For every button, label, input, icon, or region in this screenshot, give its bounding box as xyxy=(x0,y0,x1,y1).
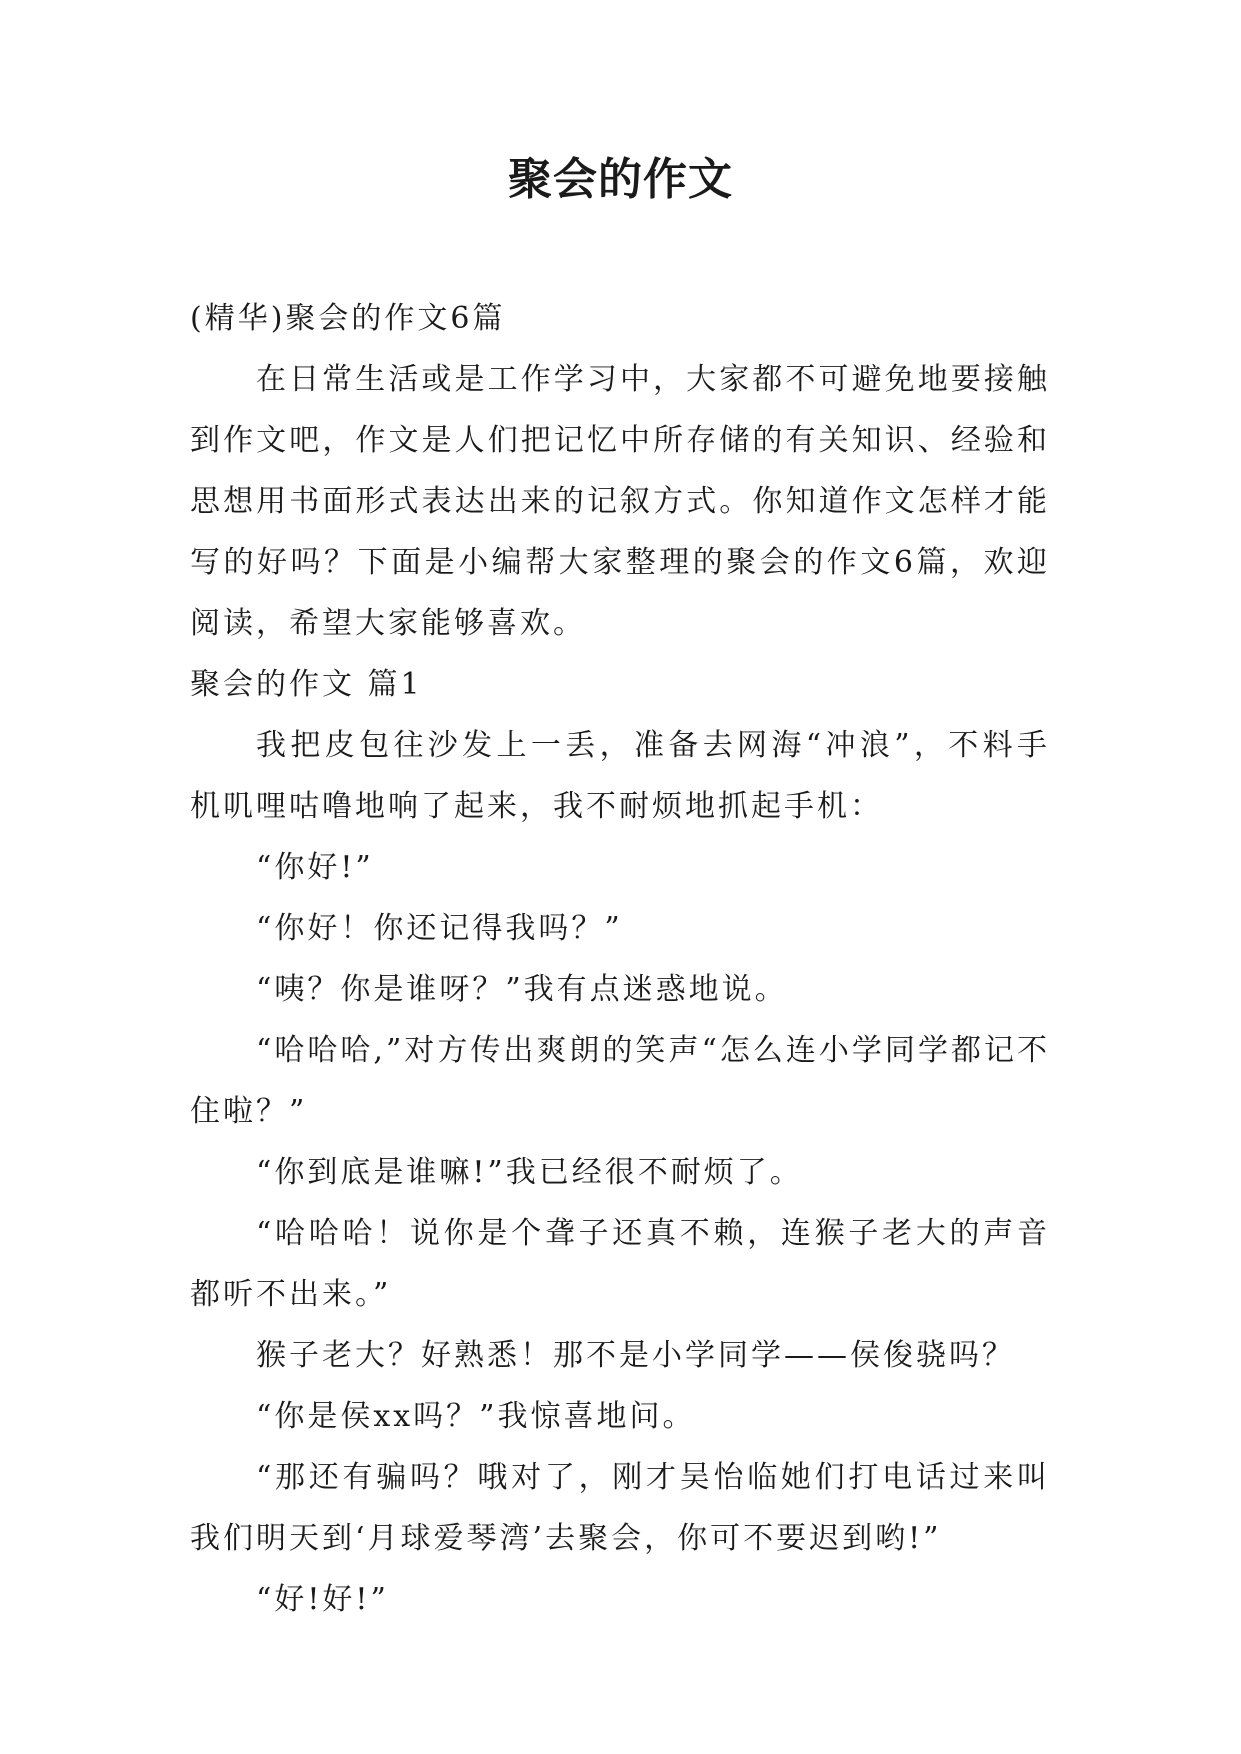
body-paragraph: 猴子老大？好熟悉！那不是小学同学——侯俊骁吗？ xyxy=(256,1338,1015,1373)
dialogue-line: “好!好!” xyxy=(256,1582,389,1617)
dialogue-line: “你好!” xyxy=(256,850,374,885)
dialogue-line: “你好！你还记得我吗？” xyxy=(256,911,623,946)
dialogue-line: “那还有骗吗？哦对了，刚才吴怡临她们打电话过来叫我们明天到‘月球爱琴湾’去聚会，你可不要迟到哟!” xyxy=(190,1460,1050,1556)
dialogue-line: “哈哈哈,”对方传出爽朗的笑声“怎么连小学同学都记不住啦？” xyxy=(190,1033,1050,1129)
subtitle-paragraph: (精华)聚会的作文6篇 xyxy=(190,301,506,336)
body-paragraph: 我把皮包往沙发上一丢，准备去网海“冲浪”，不料手机叽哩咕噜地响了起来，我不耐烦地抓起手机： xyxy=(190,728,1050,824)
dialogue-line: “你到底是谁嘛!”我已经很不耐烦了。 xyxy=(256,1155,803,1190)
document-title: 聚会的作文 xyxy=(508,154,733,205)
document-body xyxy=(190,288,1050,1630)
intro-paragraph: 在日常生活或是工作学习中，大家都不可避免地要接触到作文吧，作文是人们把记忆中所存储的有关知识、经验和思想用书面形式表达出来的记叙方式。你知道作文怎样才能写的好吗？下面是小编帮大家整理的聚会的作文6篇，欢迎阅读，希望大家能够喜欢。 xyxy=(190,362,1050,641)
dialogue-line: “咦？你是谁呀？”我有点迷惑地说。 xyxy=(256,972,788,1007)
dialogue-line: “哈哈哈！说你是个聋子还真不赖，连猴子老大的声音都听不出来。” xyxy=(190,1216,1050,1312)
section-heading: 聚会的作文 篇1 xyxy=(190,667,423,702)
dialogue-line: “你是侯xx吗？”我惊喜地问。 xyxy=(256,1399,696,1434)
